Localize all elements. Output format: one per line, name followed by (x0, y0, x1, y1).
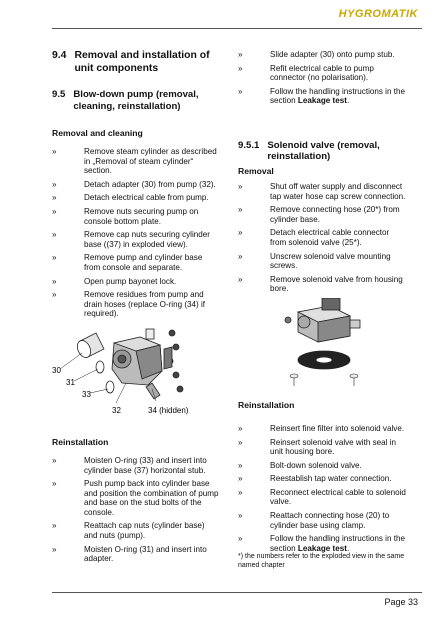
solenoid-heading (238, 140, 406, 163)
removal-heading: Removal and cleaning (52, 128, 143, 138)
list-item (52, 230, 220, 249)
list-item (52, 521, 220, 540)
subsection-number: 9.5 (52, 89, 66, 100)
bullet-marker: » (52, 253, 57, 263)
bullet-marker: » (238, 423, 243, 433)
figure-label-32: 32 (112, 405, 121, 415)
list-item-text: Shut off water supply and disconnect tap water hose cap screw connection. (270, 181, 406, 201)
solenoid-reinstallation-list (238, 424, 406, 554)
list-item-text: Unscrew solenoid valve mounting screws. (270, 251, 391, 271)
list-item-text: Follow the handling instructions in the section Leakage test. (270, 86, 405, 106)
solenoid-valve-figure (238, 298, 406, 392)
list-item (238, 474, 406, 484)
section-title: Removal and installation of unit components (74, 50, 210, 74)
subsection-title: Blow-down pump (removal, cleaning, reinstallation) (73, 89, 199, 112)
list-item (238, 275, 406, 294)
list-item-text: Detach electrical cable from pump. (84, 193, 209, 203)
page-number: Page 33 (384, 597, 418, 607)
list-item (238, 252, 406, 271)
list-item (238, 64, 406, 83)
list-item-text: Follow the handling instructions in the section Leakage test. (270, 534, 405, 553)
list-item (52, 545, 220, 564)
list-item-text: Detach adapter (30) from pump (32). (84, 179, 216, 189)
list-item-text: Detach electrical cable connector from solenoid valve (25*). (270, 228, 390, 247)
bullet-marker: » (52, 206, 57, 216)
brand-logo: HYGROMATIK (338, 8, 418, 20)
bullet-marker: » (238, 437, 243, 447)
bullet-marker: » (52, 276, 57, 286)
bullet-marker: » (238, 63, 243, 73)
bullet-marker: » (52, 290, 57, 300)
bullet-marker: » (238, 511, 243, 521)
list-item (238, 511, 406, 530)
list-item-text: Remove residues from pump and drain hoses (replace O-ring (34) if required). (84, 290, 206, 319)
list-item-text: Moisten O-ring (33) and insert into cylinder base (37) horizontal stub. (84, 455, 207, 475)
bullet-marker: » (52, 521, 57, 531)
reinstallation-heading: Reinstallation (52, 436, 109, 447)
bullet-marker: » (238, 274, 243, 284)
list-item (52, 456, 220, 475)
bullet-marker: » (238, 534, 243, 544)
footnote: *) the numbers refer to the exploded view in the same named chapter (238, 553, 405, 569)
subsection-heading (52, 89, 220, 112)
bullet-marker: » (238, 474, 243, 484)
list-item-text: Push pump back into cylinder base and position the combination of pump and base on the stud bolts of the console. (84, 479, 219, 517)
list-item-text: Remove solenoid valve from housing bore. (270, 274, 403, 294)
footer-rule (52, 592, 422, 593)
list-item (238, 534, 406, 553)
list-item (52, 193, 220, 203)
list-item (52, 207, 220, 226)
list-item (238, 50, 406, 60)
bullet-marker: » (52, 455, 57, 465)
list-item (52, 479, 220, 517)
list-item (238, 438, 406, 457)
header-rule (52, 28, 422, 29)
list-item-text: Open pump bayonet lock. (84, 276, 177, 286)
figure-label-30: 30 (52, 365, 61, 375)
figure-label-33: 33 (82, 389, 91, 399)
bullet-marker: » (52, 179, 57, 189)
solenoid-removal-list (238, 182, 406, 294)
list-item (52, 277, 220, 287)
list-item-text: Remove steam cylinder as described in „Removal of steam cylinder“ section. (84, 147, 217, 176)
removal-list (52, 147, 220, 319)
pump-exploded-figure (52, 323, 220, 431)
bullet-marker: » (52, 479, 57, 489)
figure-label-31: 31 (66, 377, 75, 387)
list-item-text: Reattach connecting hose (20) to cylinder base using clamp. (270, 511, 390, 530)
list-item (238, 228, 406, 247)
list-item-text: Reconnect electrical cable to solenoid valve. (270, 487, 406, 507)
solenoid-removal-heading: Removal (238, 165, 274, 176)
list-item-text: Reinsert fine filter into solenoid valve. (270, 423, 405, 433)
bullet-marker: » (238, 460, 243, 470)
bullet-marker: » (238, 228, 243, 238)
bullet-marker: » (238, 86, 243, 96)
list-item (238, 182, 406, 201)
right-column (238, 50, 406, 557)
list-item-text: Slide adapter (30) onto pump stub. (270, 50, 395, 59)
list-item-text: Remove nuts securing pump on console bottom plate. (84, 206, 199, 226)
list-item (238, 205, 406, 224)
section-heading (52, 50, 220, 75)
list-item-text: Reestablish tap water connection. (270, 474, 392, 484)
left-column (52, 50, 220, 568)
list-item (52, 290, 220, 319)
list-item-text: Remove pump and cylinder base from console and separate. (84, 253, 203, 272)
list-item-text: Bolt-down solenoid valve. (270, 460, 362, 470)
solenoid-reinstallation-heading: Reinstallation (238, 399, 295, 410)
solenoid-section-title: Solenoid valve (removal, reinstallation) (267, 139, 380, 163)
reinstallation-list (52, 456, 220, 564)
list-item (52, 147, 220, 176)
bullet-marker: » (52, 147, 57, 156)
bullet-marker: » (238, 251, 243, 261)
list-item (238, 488, 406, 507)
list-item-text: Remove connecting hose (20*) from cylinder base. (270, 205, 400, 224)
bullet-marker: » (52, 230, 57, 240)
list-item (52, 253, 220, 272)
solenoid-section-number: 9.5.1 (238, 139, 260, 151)
bullet-marker: » (52, 544, 57, 554)
figure-label-34: 34 (hidden) (148, 405, 189, 415)
list-item (52, 180, 220, 190)
bullet-marker: » (238, 181, 243, 191)
list-item (238, 461, 406, 471)
list-item-text: Refit electrical cable to pump connector (no polarisation). (270, 63, 374, 83)
bullet-marker: » (238, 487, 243, 497)
section-number: 9.4 (52, 50, 67, 61)
bullet-marker: » (52, 193, 57, 203)
list-item (238, 87, 406, 106)
list-item (238, 424, 406, 434)
list-item-text: Remove cap nuts securing cylinder base ((37) in exploded view). (84, 230, 210, 249)
bullet-marker: » (238, 205, 243, 215)
bullet-marker: » (238, 50, 243, 59)
list-item-text: Reattach cap nuts (cylinder base) and nuts (pump). (84, 521, 205, 541)
list-item-text: Reinsert solenoid valve with seal in unit housing bore. (270, 437, 396, 457)
list-item-text: Moisten O-ring (31) and insert into adapter. (84, 544, 207, 564)
pump-reinstall-continued-list (238, 50, 406, 106)
